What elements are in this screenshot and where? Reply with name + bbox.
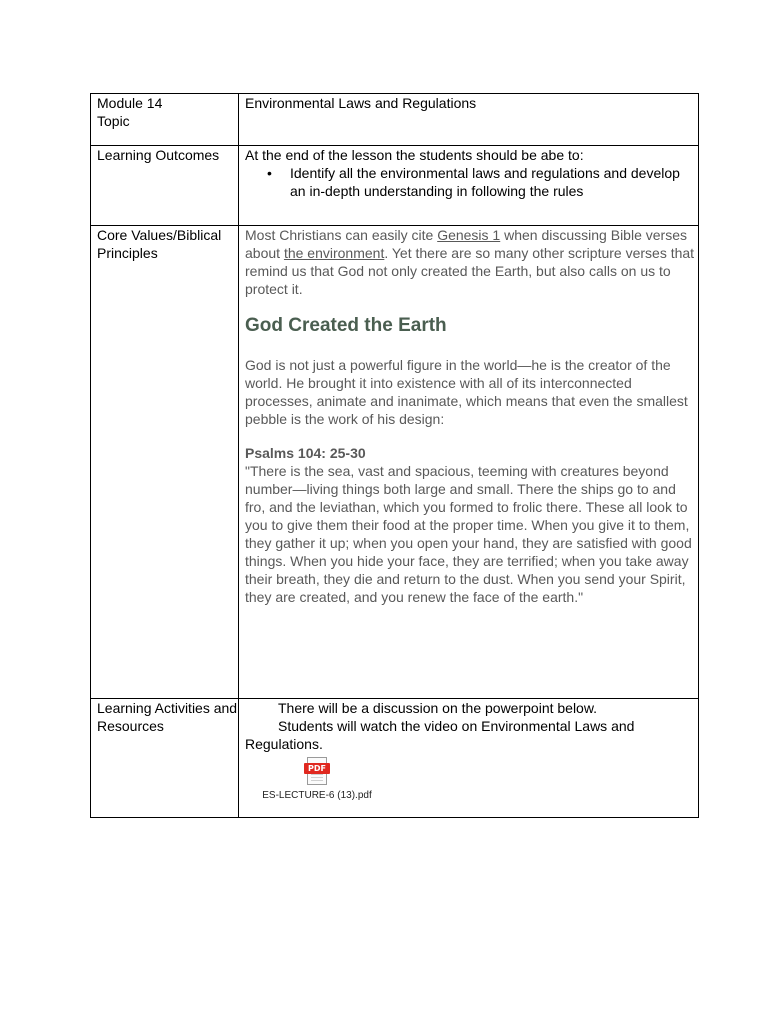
creator-paragraph: God is not just a powerful figure in the world—he is the creator of the world. He brought it into existence with all of its interconnected processes, animate and inanimate, which means that even the smallest pebble is the work of his design: [245, 357, 688, 427]
activity-line-1: There will be a discussion on the powerpoint below. [278, 700, 598, 716]
pdf-file-icon[interactable] [304, 757, 330, 787]
row-module-topic [91, 94, 699, 146]
row-learning-activities [91, 699, 699, 818]
topic-value-cell [239, 94, 699, 146]
intro-text-part: . Yet there are so many other scripture verses that remind us that God not only created the Earth, but also calls on us to protect it. [245, 245, 695, 297]
list-item: • Identify all the environmental laws and regulations and develop an in-depth understanding in following the rules [290, 164, 698, 200]
core-values-label: Core Values/Biblical Principles [97, 227, 222, 261]
activities-label-cell [91, 699, 239, 818]
intro-paragraph [245, 226, 698, 298]
row-learning-outcomes [91, 146, 699, 226]
outcomes-label: Learning Outcomes [97, 147, 220, 163]
pdf-attachment[interactable] [257, 757, 377, 803]
outcomes-intro: At the end of the lesson the students should be abe to: [245, 147, 584, 163]
verse-quote: "There is the sea, vast and spacious, teeming with creatures beyond number—living things both large and small. There the ships go to and fro, and the leviathan, which you formed to frolic there. These all look to you to give them their food at the proper time. When you give it to them, they gather it up; when you open your hand, they are satisfied with good things. When you hide your face, they are terrified; when you take away their breath, they die and return to the dust. When you send your Spirit, they are created, and you renew the face of the earth." [245, 463, 692, 605]
core-values-content-cell [239, 226, 699, 699]
row-core-values [91, 226, 699, 699]
module-table [90, 93, 699, 818]
module-number: Module 14 [97, 95, 163, 111]
section-heading: God Created the Earth [245, 315, 447, 336]
outcomes-value-cell [239, 146, 699, 226]
genesis-link[interactable]: Genesis 1 [437, 227, 501, 243]
topic-label: Topic [97, 113, 130, 129]
outcomes-label-cell [91, 146, 239, 226]
intro-text-part: Most Christians can easily cite [245, 227, 438, 243]
environment-link[interactable]: the environment [283, 245, 385, 261]
topic-value: Environmental Laws and Regulations [245, 95, 477, 111]
core-values-label-cell [91, 226, 239, 699]
intro-text-part: when discussing Bible verses about [245, 227, 687, 261]
pdf-badge: PDF [304, 763, 330, 774]
activity-line-2-text: Students will watch the video on Environmental Laws and Regulations. [245, 718, 635, 752]
outcomes-list [245, 164, 698, 200]
attachment-filename[interactable]: ES-LECTURE-6 (13).pdf [262, 790, 372, 801]
activities-content-cell [239, 699, 699, 818]
activity-line-2 [245, 717, 698, 753]
verse-reference: Psalms 104: 25-30 [245, 445, 366, 461]
activities-label: Learning Activities and Resources [97, 700, 238, 734]
module-label-cell [91, 94, 239, 146]
